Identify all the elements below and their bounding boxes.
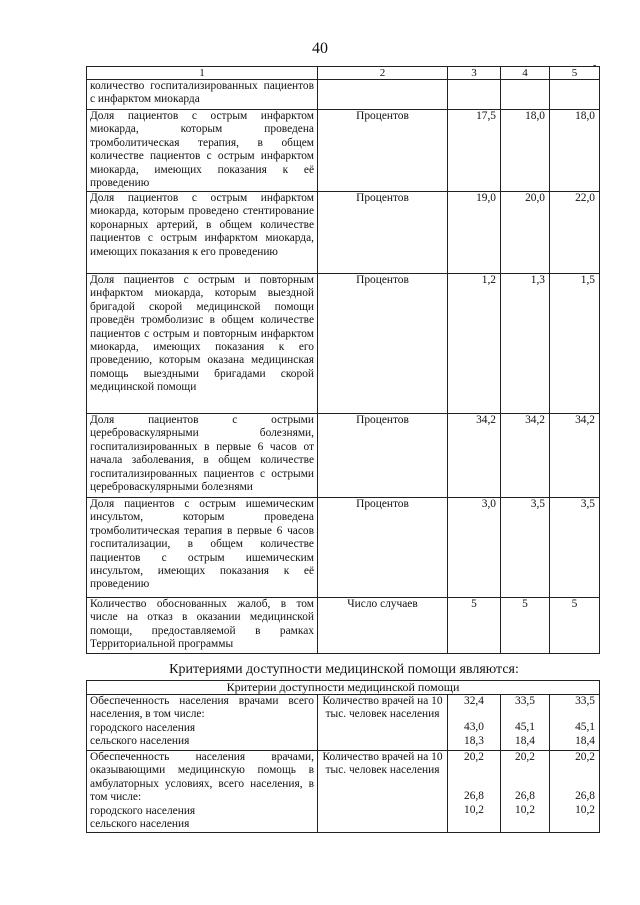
table-row <box>87 598 600 654</box>
value-cell: 1,2 <box>448 274 501 414</box>
value-cell: 19,0 <box>448 192 501 274</box>
value-cell: 18,0 <box>550 110 600 192</box>
indicator-label: Доля пациентов с острыми цереброваскулярными болезнями, госпитализированных в первые 6 часов от начала заболевания, в общем количестве госпитализированных пациентов с острыми цереброваскулярными болезнями <box>87 414 318 498</box>
value-cell <box>448 695 501 751</box>
value-urban: 43,0 <box>464 721 484 734</box>
table-row <box>87 498 600 598</box>
criterion-sub-label-rural: сельского населения <box>90 735 190 748</box>
indicator-label: Доля пациентов с острым инфарктом миокарда, которым проведена тромболитическая терапия, в общем количестве пациентов с острым инфарктом миокарда, имеющих показания к её проведению <box>87 110 318 192</box>
table-row <box>87 192 600 274</box>
value-cell: 17,5 <box>448 110 501 192</box>
value-cell: 3,5 <box>550 498 600 598</box>
indicator-label: Доля пациентов с острым и повторным инфарктом миокарда, которым выездной бригадой скорой медицинской помощи проведён тромболизис в общем количестве пациентов с острым и повторным инфарктом миокарда, имеющих показания к его проведению, которым оказана медицинская помощь выездными бригадами скорой медицинской помощи <box>87 274 318 414</box>
value-cell: 20,0 <box>501 192 550 274</box>
indicator-label: Количество обоснованных жалоб, в том числе на отказ в оказании медицинской помощи, предоставляемой в рамках Территориальной программы <box>87 598 318 654</box>
table-row <box>87 80 600 110</box>
value-urban: 45,1 <box>575 721 595 734</box>
value-total: 32,4 <box>464 695 484 707</box>
table-row <box>87 414 600 498</box>
value-cell: 18,0 <box>501 110 550 192</box>
margin-dot: - <box>593 60 597 71</box>
criterion-sub-label-urban: городского населения <box>90 721 196 734</box>
value-cell <box>448 751 501 833</box>
value-rural: 18,3 <box>464 734 484 747</box>
criterion-label <box>87 695 318 751</box>
criteria-header: Критерии доступности медицинской помощи <box>87 681 600 695</box>
value-cell <box>501 695 550 751</box>
table-row <box>87 274 600 414</box>
indicators-table <box>86 66 600 654</box>
value-cell: 3,0 <box>448 498 501 598</box>
value-cell: 1,5 <box>550 274 600 414</box>
indicator-unit: Процентов <box>318 498 448 598</box>
value-rural: 10,2 <box>575 803 595 816</box>
value-cell <box>501 80 550 110</box>
value-urban: 26,8 <box>515 790 535 803</box>
table-header-row <box>87 67 600 80</box>
table-row <box>87 110 600 192</box>
value-rural: 10,2 <box>464 803 484 816</box>
value-cell <box>550 751 600 833</box>
value-cell: 34,2 <box>550 414 600 498</box>
column-header: 3 <box>448 67 501 80</box>
value-cell: 5 <box>550 598 600 654</box>
value-cell <box>550 695 600 751</box>
value-cell: 5 <box>501 598 550 654</box>
value-rural: 10,2 <box>515 803 535 816</box>
indicator-unit: Число случаев <box>318 598 448 654</box>
indicator-unit: Процентов <box>318 110 448 192</box>
value-urban: 26,8 <box>464 790 484 803</box>
indicator-unit: Процентов <box>318 274 448 414</box>
table-row <box>87 695 600 751</box>
value-rural: 18,4 <box>515 734 535 747</box>
criterion-main-label: Обеспеченность населения врачами, оказывающими медицинскую помощь в амбулаторных условиях, всего населения, в том числе: <box>90 751 314 804</box>
value-total: 20,2 <box>515 751 535 763</box>
value-cell: 22,0 <box>550 192 600 274</box>
value-total: 20,2 <box>464 751 484 763</box>
value-urban: 45,1 <box>515 721 535 734</box>
indicator-label: количество госпитализированных пациентов с инфарктом миокарда <box>87 80 318 110</box>
criterion-unit: Количество врачей на 10 тыс. человек населения <box>318 695 448 751</box>
section-title: Критериями доступности медицинской помощи являются: <box>169 662 519 677</box>
criterion-sub-label-rural: сельского населения <box>90 818 190 831</box>
value-cell: 5 <box>448 598 501 654</box>
table-row <box>87 751 600 833</box>
indicator-unit: Процентов <box>318 414 448 498</box>
indicator-label: Доля пациентов с острым инфарктом миокарда, которым проведено стентирование коронарных артерий, в общем количестве пациентов с острым инфарктом миокарда, имеющих показания к его проведению <box>87 192 318 274</box>
value-cell: 3,5 <box>501 498 550 598</box>
accessibility-criteria-table <box>86 680 600 833</box>
value-cell: 34,2 <box>501 414 550 498</box>
value-total: 33,5 <box>575 695 595 707</box>
column-header: 4 <box>501 67 550 80</box>
table-header-row <box>87 681 600 695</box>
value-total: 33,5 <box>515 695 535 707</box>
criterion-main-label: Обеспеченность населения врачами всего населения, в том числе: <box>90 695 314 721</box>
indicator-unit <box>318 80 448 110</box>
value-cell <box>550 80 600 110</box>
criterion-label <box>87 751 318 833</box>
indicator-label: Доля пациентов с острым ишемическим инсультом, которым проведена тромболитическая терапия в первые 6 часов госпитализации, в общем количестве пациентов с острым ишемическим инсультом, имеющих показания к её проведению <box>87 498 318 598</box>
value-cell: 1,3 <box>501 274 550 414</box>
value-cell: 34,2 <box>448 414 501 498</box>
value-rural: 18,4 <box>575 734 595 747</box>
value-total: 20,2 <box>575 751 595 763</box>
page-number: 40 <box>312 40 328 57</box>
column-header: 5 <box>550 67 600 80</box>
value-cell <box>448 80 501 110</box>
criterion-unit: Количество врачей на 10 тыс. человек населения <box>318 751 448 833</box>
indicator-unit: Процентов <box>318 192 448 274</box>
column-header: 1 <box>87 67 318 80</box>
value-cell <box>501 751 550 833</box>
criterion-sub-label-urban: городского населения <box>90 804 196 817</box>
column-header: 2 <box>318 67 448 80</box>
value-urban: 26,8 <box>575 790 595 803</box>
